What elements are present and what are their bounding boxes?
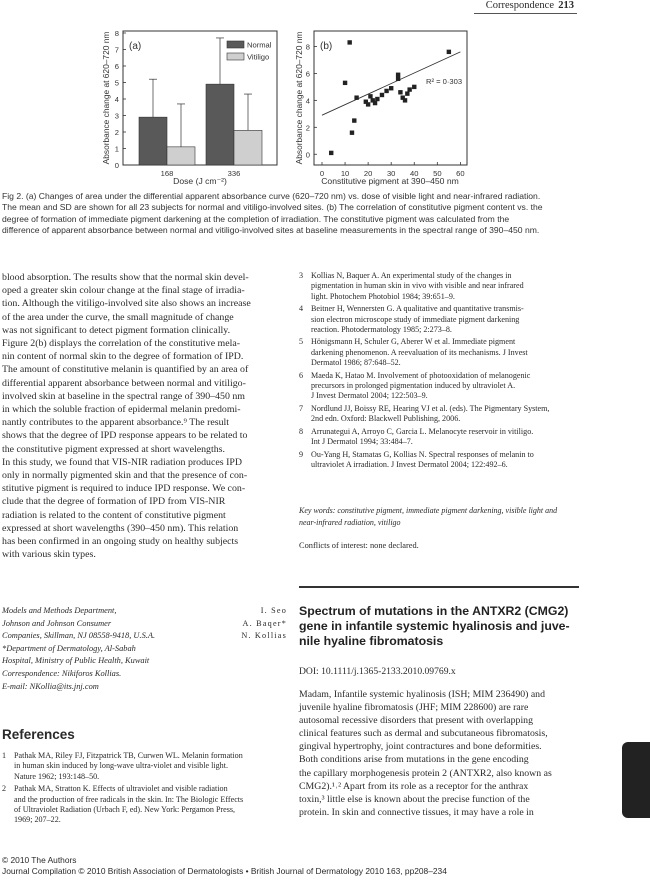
keywords [299,505,579,528]
scatter-point [368,94,372,98]
reference-line: J Invest Dermatol 2004; 122:503–9. [311,391,428,401]
caption-line: The mean and SD are shown for all 23 subjects for normal and vitiligo-involved sites. (b) The correlation of constitutive pigment content vs. the [2,202,543,213]
header-section: Correspondence [485,0,554,11]
reference-line: and the production of free radicals in the skin. In: The Biologic Effects [14,794,244,804]
body-line: only in normally pigmented skin and that the presence of con- [2,470,248,482]
author-baqer: A. Baqer* [242,618,287,628]
address-line: Johnson and Johnson Consumer A. Baqer* [2,618,287,631]
references-heading: References [2,727,75,742]
reference-line: Hönigsmann H, Schuler G, Aberer W et al. Immediate pigment [311,337,516,347]
body-line: toxin,³ little else is known about the precise function of the [299,793,530,805]
scatter-point [329,151,333,155]
reference-item [2,784,287,826]
caption-line: difference of apparent absorbance between normal and vitiligo-involved sites at baseline measurements in the spectral range of 390–450 nm. [2,225,540,236]
title-line: Spectrum of mutations in the ANTXR2 (CMG2) [299,604,569,618]
email-link[interactable]: E-mail: NKollia@its.jnj.com [2,681,99,691]
reference-line: Ou-Yang H, Stamatas G, Kollias N. Spectral responses of melanin to [311,449,534,459]
reference-line: ultraviolet A irradiation. J Invest Dermatol 2004; 122:492–6. [311,459,508,469]
conflicts-statement: Conflicts of interest: none declared. [299,541,419,550]
x-tick-label: 0 [319,169,325,178]
scatter-point [347,40,351,44]
body-line: differential apparent absorbance between normal and vitiligo- [2,377,246,389]
body-line: clinical features such as dermal and subcutaneous fibromatosis, [299,728,548,740]
caption-line: degree of formation of immediate pigment darkening at the completion of irradiation. The constitutive pigment was calculated from the [2,213,510,224]
reference-line: 1969; 207–22. [14,815,61,825]
header-page-number: 213 [558,0,574,11]
scatter-point [380,93,384,97]
scatter-point [412,85,416,89]
body-line: In this study, we found that VIS-NIR radiation produces IPD [2,456,242,468]
legend-swatch-vitiligo [227,53,244,60]
legend-label-vitiligo: Vitiligo [247,52,270,62]
reference-line: in human skin induced by long-wave ultra-violet and visible light. [14,761,228,771]
scatter-point [350,131,354,135]
left-body-text [2,271,287,561]
reference-line: reaction. Photodermatology 1985; 2:273–8. [311,325,452,335]
body-line: juvenile hyaline fibromatosis (JHF; MIM 228600) are rare [299,702,529,714]
body-line: The amount of constitutive melanin is quantified by an area of [2,364,249,376]
reference-line: of Ultraviolet Radiation (Urbach F, ed). New York: Pergamon Press, [14,805,236,815]
bar-vitiligo [234,130,262,165]
reference-line: pigmentation in human skin in vivo with visible and near infrared [311,281,524,291]
panel-a-label: (a) [129,41,142,52]
caption-line: Fig 2. (a) Changes of area under the differential apparent absorbance curve (620–720 nm) vs. dose of visible light and near-infrared radiation. [2,191,541,201]
reference-line: Maeda K, Hatao M. Involvement of photooxidation of melanogenic [311,370,531,380]
address-line: *Department of Dermatology, Al-Sabah [2,643,136,653]
y-tick-label: 8 [305,42,310,52]
reference-line: 2nd edn. Oxford: Blackwell Publishing, 2006. [311,414,461,424]
y-tick-label: 4 [114,95,119,104]
x-tick-label: 40 [410,169,419,178]
address-line: Models and Methods Department, I. Seo [2,605,287,618]
scatter-point [366,102,370,106]
scatter-point [343,81,347,85]
scatter-point [396,77,400,81]
panel-b-frame [314,31,467,165]
reference-item [299,337,579,368]
body-line: Both conditions arise from mutations in the gene encoding [299,754,529,766]
reference-line: Int J Dermatol 1994; 33:484–7. [311,437,413,447]
body-line: stitutive pigment is required to induce IPD response. We con- [2,483,246,495]
body-line: in which the soluble fraction of epidermal melanin predomi- [2,404,241,416]
y-tick-label: 7 [114,45,119,55]
bar-vitiligo [167,147,195,165]
scatter-point [398,90,402,94]
body-line: shows that the degree of IPD response appears to be related to [2,430,248,442]
title-line: gene in infantile systemic hyalinosis and juve- [299,618,570,633]
scatter-point [396,73,400,77]
body-line: nantly contributes to the apparent absorbance.⁹ The result [2,417,230,429]
address-line: Hospital, Ministry of Public Health, Kuwait [2,656,150,666]
x-tick-label: 168 [160,169,174,178]
y-tick-label: 0 [305,150,310,160]
footer-journal: Journal Compilation © 2010 British Association of Dermatologists • British Journal of Dermatology 2010 163, pp208–234 [2,866,447,877]
body-line: protein. In skin and connective tissues, it may have a role in [299,806,534,818]
title-line: nile hyaline fibromatosis [299,633,444,648]
reference-line: precursors in prolonged pigmentation induced by ultraviolet A. [311,381,516,391]
legend-label-normal: Normal [247,40,272,50]
reference-line: darkening phenomenon. A reevaluation of its mechanisms. J Invest [311,347,528,357]
section-thumb-tab [622,742,650,818]
y-tick-label: 6 [114,62,119,71]
reference-item [299,450,579,471]
references-right [299,271,579,472]
figure-caption [2,191,577,237]
y-tick-label: 4 [305,96,310,106]
scatter-point [405,91,409,95]
body-line: nin content of normal skin to the degree of formation of IPD. [2,351,244,363]
x-tick-label: 50 [433,169,442,178]
keywords-line: near-infrared radiation, vitiligo [299,517,401,527]
y-tick-label: 2 [305,123,310,133]
body-line: Figure 2(b) displays the correlation of the constitutive mela- [2,338,241,350]
references-left [2,751,287,828]
legend-swatch-normal [227,41,244,48]
reference-number: 5 [299,337,304,347]
y-tick-label: 8 [114,29,119,38]
reference-number: 3 [299,271,304,280]
body-line: with various skin types. [2,549,96,561]
reference-item [299,404,579,425]
panel-b-label: (b) [320,41,333,52]
reference-line: Dermatol 1986; 87:648–52. [311,358,401,368]
x-tick-label: 60 [456,169,465,178]
panel-a-xlabel: Dose (J cm⁻²) [173,176,227,186]
y-tick-label: 5 [114,78,119,88]
article-body [299,688,579,819]
reference-line: Beitner H, Wennersten G. A qualitative and quantitative transmis- [311,304,524,314]
bar-normal [206,84,234,165]
y-tick-label: 1 [114,144,119,154]
body-line: has been confirmed in an ongoing study on healthy subjects [2,536,239,548]
reference-number: 8 [299,426,304,436]
y-tick-label: 2 [114,128,119,137]
reference-line: Kollias N, Baquer A. An experimental study of the changes in [311,271,512,280]
reference-item [299,371,579,402]
author-kollias: N. Kollias [241,631,287,641]
article-title [299,604,579,648]
address-line: Companies, Skillman, NJ 08558-9418, U.S.A. N. Kollias [2,630,287,643]
reference-number: 4 [299,304,304,314]
scatter-point [389,86,393,90]
reference-number: 6 [299,370,304,380]
address-line: Correspondence: Nikiforos Kollias. [2,668,122,678]
body-line: involved skin at baseline in the spectral range of 390–450 nm [2,390,245,402]
scatter-point [447,50,451,54]
scatter-point [373,101,377,105]
body-line: the capillary morphogenesis protein 2 (ANTXR2, also known as [299,767,552,779]
body-line: the constitutive pigment expressed at short wavelengths. [2,443,225,455]
reference-line: Pathak MA, Riley FJ, Fitzpatrick TB, Curwen WL. Melanin formation [14,751,243,760]
reference-number: 2 [2,784,7,794]
y-tick-label: 0 [114,161,119,170]
reference-line: Arrunategui A, Arroyo C, Garcia L. Melanocyte reservoir in vitiligo. [311,426,534,436]
body-line: Madam, Infantile systemic hyalinosis (ISH; MIM 236490) and [299,689,545,700]
body-line: tion. Although the vitiligo-involved site also shows an increase [2,298,251,310]
reference-number: 9 [299,449,304,459]
scatter-point [384,89,388,93]
reference-line: light. Photochem Photobiol 1984; 39:651–9. [311,291,455,301]
y-tick-label: 6 [305,69,310,79]
reference-number: 1 [2,751,7,760]
scatter-point [403,98,407,102]
section-rule [299,586,579,588]
page-footer [2,855,447,877]
x-tick-label: 30 [386,169,396,178]
reference-line: sion electron microscope study of immediate pigment darkening [311,314,520,324]
x-tick-label: 10 [340,169,350,178]
panel-b-r2: R² = 0·303 [426,77,463,86]
panel-b-xlabel: Constitutive pigment at 390–450 nm [321,176,459,186]
x-tick-label: 336 [227,169,241,178]
scatter-point [354,95,358,99]
y-tick-label: 3 [114,111,119,121]
body-line: gingival hypertrophy, joint contractures and bone deformities. [299,741,542,753]
reference-item [2,751,287,782]
footer-copyright: © 2010 The Authors [2,855,77,865]
reference-line: Pathak MA, Stratton K. Effects of ultraviolet and visible radiation [14,784,228,794]
bar-normal [139,117,167,165]
panel-a-ylabel: Absorbance change at 620–720 nm [101,31,111,165]
scatter-point [352,118,356,122]
body-line: clude that the degree of formation of IPD from VIS-NIR [2,496,226,508]
reference-number: 7 [299,403,304,413]
reference-item [299,271,579,302]
article-doi[interactable]: DOI: 10.1111/j.1365-2133.2010.09769.x [299,666,456,677]
body-line: expressed at short wavelengths (390–450 nm). This relation [2,522,239,534]
scatter-point [407,87,411,91]
reference-line: Nordlund JJ, Boissy RE, Hearing VJ et al. (eds). The Pigmentary System, [311,403,550,413]
x-tick-label: 20 [363,169,373,178]
author-seo: I. Seo [260,606,287,615]
body-line: radiation is related to the content of constitutive pigment [2,509,226,521]
body-line: autosomal recessive disorders that present with overlapping [299,715,533,727]
figure-2 [0,0,650,190]
reference-item [299,427,579,448]
scatter-point [375,97,379,101]
reference-item [299,304,579,335]
body-line: oped a greater skin colour change at the final stage of irradia- [2,285,245,297]
body-line: CMG2).¹˒² Apart from its role as a receptor for the anthrax [299,780,529,792]
body-line: blood absorption. The results show that the normal skin devel- [2,272,249,283]
body-line: of the area under the curve, the small magnitude of change [2,311,234,323]
address-block [2,605,287,693]
reference-line: Nature 1962; 193:148–50. [14,771,100,781]
keywords-line: Key words: constitutive pigment, immediate pigment darkening, visible light and [299,506,558,515]
panel-b-ylabel: Absorbance change at 620–720 nm [294,31,304,165]
body-line: was not significant to detect pigment formation clinically. [2,324,231,336]
